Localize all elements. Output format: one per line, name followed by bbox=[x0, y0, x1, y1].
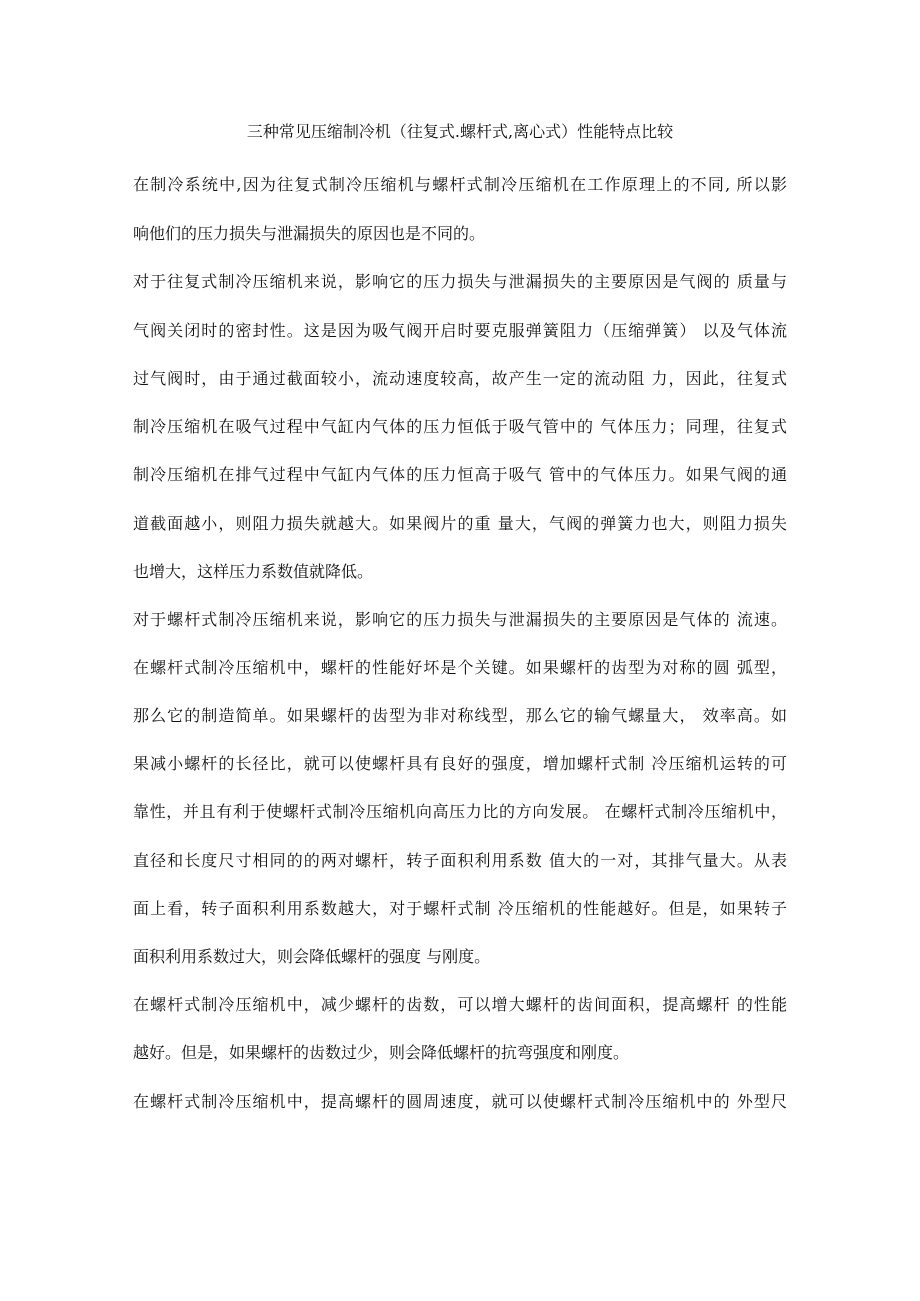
text-line-12: 那么它的制造简单。如果螺杆的齿型为非对称线型，那么它的输气螺量大， 效率高。如 bbox=[133, 706, 787, 725]
text-line-11: 在螺杆式制冷压缩机中，螺杆的性能好坏是个关键。如果螺杆的齿型为对称的圆 弧型， bbox=[133, 658, 787, 677]
text-line-14: 靠性，并且有利于使螺杆式制冷压缩机向高压力比的方向发展。 在螺杆式制冷压缩机中， bbox=[133, 802, 787, 821]
text-line-15: 直径和长度尺寸相同的的两对螺杆，转子面积利用系数 值大的一对，其排气量大。从表 bbox=[133, 851, 787, 870]
text-line-8: 道截面越小，则阻力损失就越大。如果阀片的重 量大，气阀的弹簧力也大，则阻力损失 bbox=[133, 514, 787, 533]
text-line-13: 果减小螺杆的长径比，就可以使螺杆具有良好的强度，增加螺杆式制 冷压缩机运转的可 bbox=[133, 754, 787, 773]
text-line-2: 响他们的压力损失与泄漏损失的原因也是不同的。 bbox=[133, 224, 486, 243]
text-line-3: 对于往复式制冷压缩机来说，影响它的压力损失与泄漏损失的主要原因是气阀的 质量与 bbox=[133, 272, 787, 291]
text-line-5: 过气阀时，由于通过截面较小，流动速度较高，故产生一定的流动阻 力，因此，往复式 bbox=[133, 369, 787, 388]
text-line-10: 对于螺杆式制冷压缩机来说，影响它的压力损失与泄漏损失的主要原因是气体的 流速。 bbox=[133, 610, 787, 629]
text-line-16: 面上看，转子面积利用系数越大，对于螺杆式制 冷压缩机的性能越好。但是，如果转子 bbox=[133, 899, 787, 918]
text-line-17: 面积利用系数过大，则会降低螺杆的强度 与刚度。 bbox=[133, 947, 491, 966]
text-line-19: 越好。但是，如果螺杆的齿数过少，则会降低螺杆的抗弯强度和刚度。 bbox=[133, 1043, 630, 1062]
text-line-18: 在螺杆式制冷压缩机中，减少螺杆的齿数，可以增大螺杆的齿间面积，提高螺杆 的性能 bbox=[133, 995, 787, 1014]
text-line-7: 制冷压缩机在排气过程中气缸内气体的压力恒高于吸气 管中的气体压力。如果气阀的通 bbox=[133, 465, 787, 484]
text-line-9: 也增大，这样压力系数值就降低。 bbox=[133, 562, 374, 581]
text-line-1: 在制冷系统中,因为往复式制冷压缩机与螺杆式制冷压缩机在工作原理上的不同, 所以影 bbox=[133, 175, 787, 194]
text-line-6: 制冷压缩机在吸气过程中气缸内气体的压力恒低于吸气管中的 气体压力；同理，往复式 bbox=[133, 417, 787, 436]
text-line-4: 气阀关闭时的密封性。这是因为吸气阀开启时要克服弹簧阻力（压缩弹簧） 以及气体流 bbox=[133, 321, 787, 340]
document-title: 三种常见压缩制冷机（往复式.螺杆式,离心式）性能特点比较 bbox=[246, 122, 674, 141]
text-line-20: 在螺杆式制冷压缩机中，提高螺杆的圆周速度，就可以使螺杆式制冷压缩机中的 外型尺 bbox=[133, 1092, 787, 1111]
